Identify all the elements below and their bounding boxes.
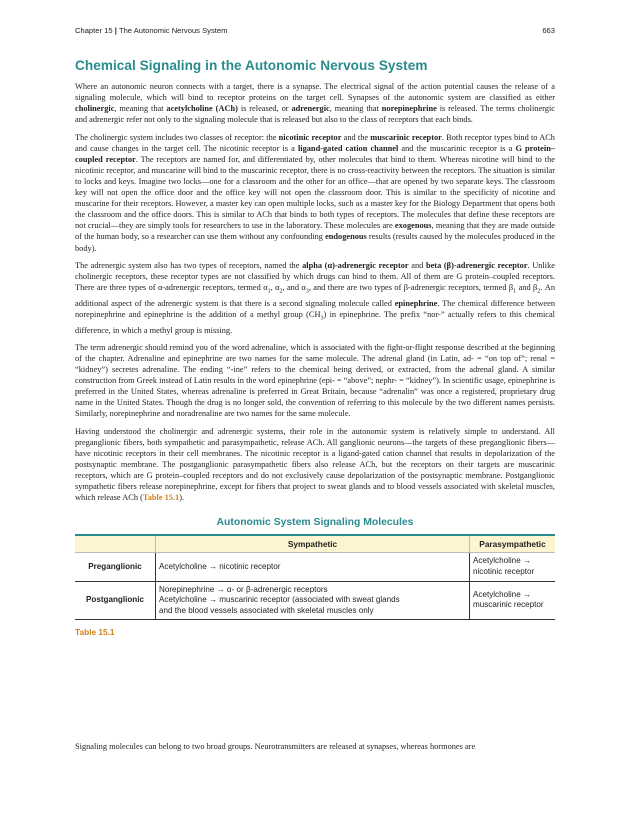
text-run: and — [408, 260, 426, 270]
bottom-paragraph-container — [75, 741, 555, 758]
chapter-label: Chapter 15 — [75, 26, 113, 35]
paragraph-4 — [75, 342, 555, 420]
text-run: , meaning that — [329, 104, 382, 114]
paragraph-6 — [75, 741, 555, 752]
text-run: . An additional aspect of the adrenergic system is that there is a second signaling molecule called — [75, 282, 555, 308]
key-term: cholinergic — [75, 104, 115, 114]
key-term: muscarinic receptor — [370, 132, 442, 142]
key-term: acetylcholine (ACh) — [166, 104, 238, 114]
paragraph-1 — [75, 81, 555, 125]
text-run: is released, or — [237, 104, 292, 114]
text-run: ) in epinephrine. The prefix “nor-” actually refers to this chemical difference, in which a methyl group is missing. — [75, 309, 555, 335]
text-run: , and α — [282, 282, 306, 292]
cell-preganglionic-sympathetic — [156, 553, 470, 581]
text-run: . Both receptor types bind to ACh and cause changes in the target cell. The nicotinic receptor is a — [75, 132, 555, 153]
key-term: epinephrine — [394, 298, 438, 308]
key-term: endogenous — [325, 232, 367, 242]
subscript: 2 — [279, 288, 283, 295]
cell-postganglionic-sympathetic — [156, 581, 470, 620]
table-header-parasympathetic: Parasympathetic — [470, 535, 556, 553]
key-term: nicotinic receptor — [278, 132, 342, 142]
text-run: and β — [516, 282, 538, 292]
page-number: 663 — [542, 26, 555, 35]
text-run: . The receptors are named for, and differentiated by, other molecules that bind to them. Whereas nicotine will bind to the nicotinic receptor, and muscarine will bind to the muscarinic receptor, there is no cross-reactivity between the receptors. The situation is similar to locks and keys. Imagine two locks—one for a classroom and the other for an office—that are opened by two separate keys. The classroom key will not open the office door and the office key will not open the classroom door. This is similar to the specificity of nicotine and muscarine for their receptors. However, a master key can open multiple locks, such as a master key for the Biology Department that opens both the classroom and the office doors. This is similar to ACh that binds to both types of receptors. The molecules that define these receptors are not crucial—they are simply tools for researchers to use in the laboratory. These molecules are — [75, 154, 555, 231]
row-label-postganglionic: Postganglionic — [75, 581, 156, 620]
paragraph-2 — [75, 132, 555, 254]
cell-preganglionic-parasympathetic — [470, 553, 556, 581]
table-header-corner — [75, 535, 156, 553]
table-title: Autonomic System Signaling Molecules — [216, 517, 414, 529]
text-run: and the muscarinic receptor is a — [398, 143, 516, 153]
text-run: Signaling molecules can belong to two broad groups. Neurotransmitters are released at synapses, whereas hormones are — [75, 742, 476, 751]
text-run: is released. The terms cholinergic and adrenergic refer not only to the signaling molecule that is released but also to the class of receptors that each binds. — [75, 104, 555, 125]
table-reference-link[interactable]: Table 15.1 — [142, 493, 180, 503]
text-run: , meaning that — [114, 104, 167, 114]
text-run: The adrenergic system also has two types of receptors, named the — [75, 260, 303, 270]
key-term: exogenous — [394, 221, 432, 231]
subscript: 1 — [267, 288, 271, 295]
table-row — [75, 553, 555, 581]
subscript: 2 — [537, 288, 541, 295]
key-term: ligand-gated cation channel — [297, 143, 399, 153]
key-term: beta (β)-adrenergic receptor — [425, 260, 528, 270]
text-run: Where an autonomic neuron connects with a target, there is a synapse. The electrical signal of the action potential causes the release of a signaling molecule, which will bind to receptor proteins on the target cell. Synapses of the autonomic system are classified as either — [75, 82, 555, 103]
header-separator: | — [112, 26, 119, 35]
cell-line: Acetylcholine → nicotinic receptor — [159, 561, 281, 571]
text-run: , meaning that they are made outside of the human body, so a researcher can use them without any confounding — [75, 221, 555, 242]
key-term: G protein–coupled receptor — [75, 143, 556, 164]
text-run: and the — [341, 132, 371, 142]
text-run: The cholinergic system includes two classes of receptor: the — [75, 132, 279, 142]
cell-line: and the blood vessels associated with skeletal muscles only — [159, 605, 374, 615]
text-run: . Unlike cholinergic receptors, these receptor types are not classified by which drugs can bind to them. All of them are G protein–coupled receptors. There are three types of α-adrenergic receptors, termed α — [75, 260, 555, 292]
cell-line: nicotinic receptor — [473, 566, 535, 576]
key-term: alpha (α)-adrenergic receptor — [302, 260, 409, 270]
cell-line: muscarinic receptor — [473, 600, 544, 610]
subscript: 1 — [513, 288, 517, 295]
text-run: , and there are two types of β-adrenergic receptors, termed β — [308, 282, 514, 292]
text-run: , α — [270, 282, 280, 292]
text-run: . The chemical difference between norepinephrine and epinephrine is the addition of a methyl group (CH — [75, 298, 555, 319]
text-run: ). — [179, 493, 185, 503]
cell-line: Norepinephrine → α- or β-adrenergic receptors — [159, 584, 328, 594]
key-term: adrenergic — [291, 104, 330, 114]
table-caption: Table 15.1 — [75, 627, 115, 638]
cell-line: Acetylcholine → — [473, 589, 532, 599]
subscript: 3 — [305, 288, 309, 295]
text-run: The term adrenergic should remind you of the word adrenaline, which is associated with the fight-or-flight response described at the beginning of the chapter. Adrenaline and epinephrine are two names for the same molecule. The adrenal gland (in Latin, ad- = “on top of”; renal = “kidney”) secretes adrenaline. The ending “-ine” refers to the chemical being derived, or extracted, from the adrenal gland. A similar construction from Greek instead of Latin results in the word epinephrine (epi- = “above”; nephr- = “kidney”). In scientific usage, epinephrine is preferred in the United States, whereas adrenaline is preferred in Great Britain, because “adrenalin” was once a registered, proprietary drug name in the United States. Though the drug is no longer sold, the convention of referring to this molecule by the two different names persists. Similarly, norepinephrine and noradrenaline are two names for the same molecule. — [75, 342, 555, 419]
row-label-preganglionic: Preganglionic — [75, 553, 156, 581]
paragraph-3 — [75, 260, 555, 336]
section-title: Chemical Signaling in the Autonomic Nervous System — [75, 58, 428, 73]
subscript: 3 — [320, 315, 324, 322]
chapter-title: The Autonomic Nervous System — [118, 26, 228, 35]
cell-line: Acetylcholine → — [473, 556, 532, 566]
text-run: results (results caused by the molecules produced in the body). — [75, 232, 555, 253]
main-content — [75, 58, 555, 637]
table-header-row — [75, 535, 555, 553]
paragraph-5 — [75, 426, 555, 504]
table-header-sympathetic: Sympathetic — [156, 535, 470, 553]
running-header-left — [75, 26, 227, 35]
signaling-table — [75, 534, 555, 620]
key-term: norepinephrine — [381, 104, 437, 114]
cell-line: Acetylcholine → muscarinic receptor (associated with sweat glands — [159, 595, 400, 605]
cell-postganglionic-parasympathetic — [470, 581, 556, 620]
table-row — [75, 581, 555, 620]
text-run: Having understood the cholinergic and adrenergic systems, their role in the autonomic system is relatively simple to understand. All preganglionic fibers, both sympathetic and parasympathetic, release ACh. All ganglionic neurons—the targets of these preganglionic fibers—have nicotinic receptors in their cell membranes. The nicotinic receptor is a ligand-gated cation channel that results in depolarization of the postsynaptic membrane. The postganglionic parasympathetic fibers also release ACh, but the receptors on their targets are muscarinic receptors, which are G protein–coupled receptors and do not exclusively cause depolarization of the postsynaptic membrane. Postganglionic sympathetic fibers release norepinephrine, except for fibers that project to sweat glands and to blood vessels associated with skeletal muscles, which release ACh ( — [75, 426, 555, 503]
